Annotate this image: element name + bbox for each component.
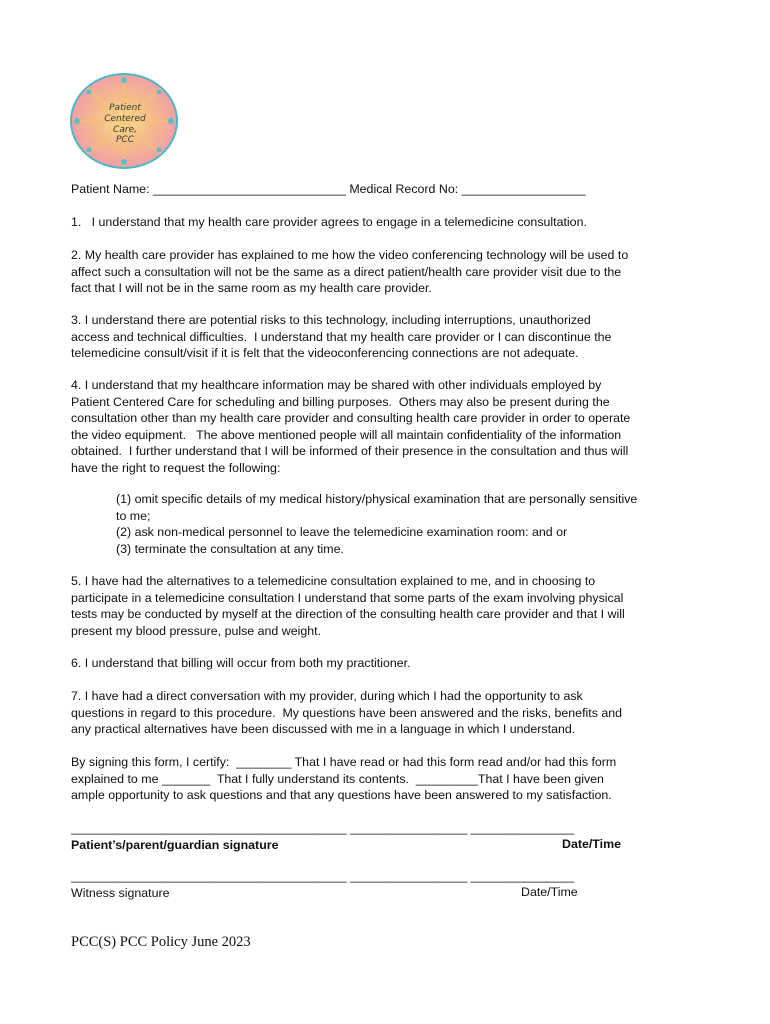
option-1-line-2: to me; — [116, 508, 151, 523]
item-2-line-3: fact that I will not be in the same room as my health care provider. — [71, 281, 432, 295]
item-5-line-2: participate in a telemedicine consultation I understand that some parts of the exam involving physical — [71, 590, 624, 605]
item-2 — [71, 247, 711, 297]
item-3 — [71, 312, 711, 362]
patient-date-time-label: Date/Time — [562, 837, 621, 851]
item-5 — [71, 573, 711, 639]
logo-graphic — [69, 72, 179, 170]
patient-centered-care-logo — [69, 72, 179, 170]
option-2: (2) ask non-medical personnel to leave the telemedicine examination room: and or — [116, 525, 568, 539]
item-6 — [71, 655, 711, 672]
logo-line-2: Centered — [104, 114, 146, 124]
patient-name-record-fields: Patient Name: ____________________________ Medical Record No: __________________ — [71, 182, 586, 196]
item-7-line-3: any practical alternatives have been discussed with me in a language in which I understand. — [71, 722, 576, 736]
item-7 — [71, 688, 711, 738]
witness-signature-label: Witness signature — [71, 885, 170, 900]
item-4-line-1: 4. I understand that my healthcare information may be shared with other individuals employed by — [71, 378, 602, 392]
item-4-line-5: obtained. I further understand that I will be informed of their presence in the consultation and thus will — [71, 444, 629, 458]
item-7-line-1: 7. I have had a direct conversation with my provider, during which I had the opportunity to ask — [71, 689, 583, 703]
item-4-line-3: consultation other than my health care provider and consulting health care provider in order to operate — [71, 411, 631, 425]
request-options-list — [116, 491, 716, 557]
patient-signature-rule: ________________________________________ _________________ _______________ — [71, 821, 575, 835]
certification-line-2: explained to me _______ That I fully understand its contents. _________That I have been given — [71, 771, 604, 786]
logo-line-3: Care, — [113, 125, 137, 135]
item-3-line-2: access and technical difficulties. I understand that my health care provider or I can discontinue the — [71, 329, 612, 344]
item-1 — [71, 214, 711, 231]
item-4 — [71, 377, 711, 476]
witness-signature-rule: ________________________________________ _________________ _______________ — [71, 869, 575, 883]
certification-line-1: By signing this form, I certify: ________ That I have read or had this form read and/or had this form — [71, 755, 617, 769]
logo-line-1: Patient — [109, 103, 141, 113]
witness-date-time-label: Date/Time — [521, 885, 578, 899]
item-4-line-6: have the right to request the following: — [71, 460, 281, 475]
item-2-line-1: 2. My health care provider has explained to me how the video conferencing technology will be used to — [71, 248, 629, 262]
patient-info-line — [71, 181, 711, 198]
patient-signature-block — [71, 820, 711, 853]
certification-line-3: ample opportunity to ask questions and that any questions have been answered to my satisfaction. — [71, 788, 612, 802]
item-3-line-1: 3. I understand there are potential risks to this technology, including interruptions, unauthorized — [71, 313, 591, 327]
patient-signature-label: Patient’s/parent/guardian signature — [71, 837, 279, 852]
item-5-line-4: present my blood pressure, pulse and weight. — [71, 623, 322, 638]
item-1-line-1: 1. I understand that my health care provider agrees to engage in a telemedicine consultation. — [71, 215, 587, 229]
item-7-line-2: questions in regard to this procedure. My questions have been answered and the risks, benefits and — [71, 705, 623, 720]
option-1-line-1: (1) omit specific details of my medical history/physical examination that are personally sensitive — [116, 492, 638, 506]
item-3-line-3: telemedicine consult/visit if it is felt that the videoconferencing connections are not adequate. — [71, 346, 579, 360]
item-5-line-3: tests may be conducted by myself at the direction of the consulting health care provider and that I will — [71, 607, 625, 621]
item-4-line-2: Patient Centered Care for scheduling and billing purposes. Others may also be present during the — [71, 394, 610, 409]
item-6-line-1: 6. I understand that billing will occur from both my practitioner. — [71, 656, 411, 670]
item-4-line-4: the video equipment. The above mentioned people will all maintain confidentiality of the information — [71, 427, 622, 442]
policy-footer: PCC(S) PCC Policy June 2023 — [71, 934, 251, 950]
witness-signature-block — [71, 868, 711, 901]
certification-statement — [71, 754, 711, 804]
option-3: (3) terminate the consultation at any time. — [116, 541, 344, 556]
logo-line-4: PCC — [116, 135, 134, 145]
item-2-line-2: affect such a consultation will not be the same as a direct patient/health care provider visit due to the — [71, 264, 622, 279]
item-5-line-1: 5. I have had the alternatives to a telemedicine consultation explained to me, and in choosing to — [71, 574, 596, 588]
